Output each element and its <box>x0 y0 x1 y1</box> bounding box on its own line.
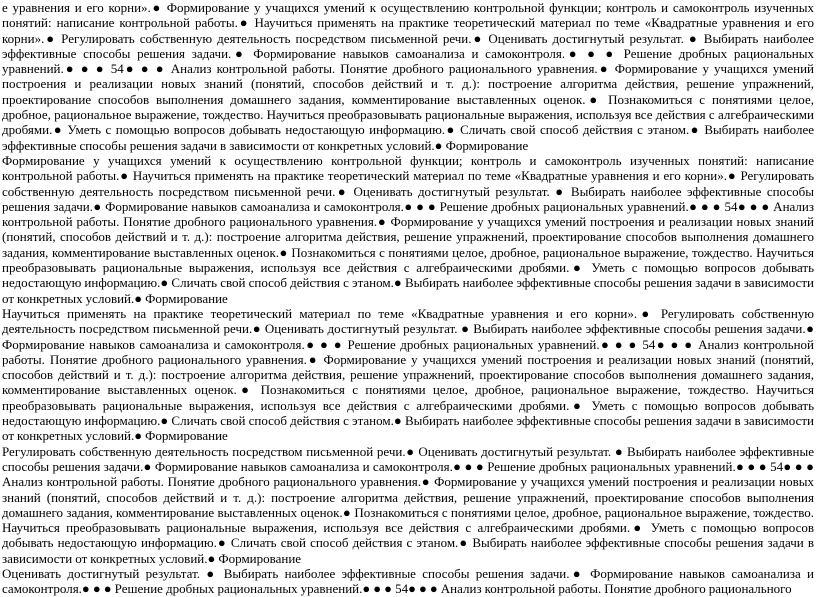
paragraph-3: Научиться применять на практике теоретический материал по теме «Квадратные уравнения и его корни».● Регулировать собственную деятельность посредством письменной речи.● Оценивать достигнутый результат. ● Выбирать наиболее эффективные способы решения задачи.● Формирование навыков самоанализа и самоконтроля.● ● ● Решение дробных рациональных уравнений.● ● ● 54● ● ● Анализ контрольной работы. Понятие дробного рационального уравнения.● Формирование у учащихся умений построения и реализации новых знаний (понятий, способов действий и т. д.): построение алгоритма действия, решение упражнений, проектирование способов выполнения домашнего задания, комментирование выставленных оценок.● Познакомиться с понятиями целое, дробное, рациональное выражение, тождество. Научиться преобразовывать рациональные выражения, используя все действия с алгебраическими дробями.● Уметь с помощью вопросов добывать недостающую информацию.● Сличать свой способ действия с этаном.● Выбирать наиболее эффективные способы решения задачи в зависимости от конкретных условий.● Формирование <box>2 305 814 444</box>
paragraph-5: Оценивать достигнутый результат. ● Выбирать наиболее эффективные способы решения задачи.● Формирование навыков самоанализа и самоконтроля.● ● ● Решение дробных рациональных уравнений.● ● ● 54● ● ● Анализ контрольной работы. Понятие дробного рационального <box>2 565 814 597</box>
paragraph-2: Формирование у учащихся умений к осуществлению контрольной функции; контроль и самоконтроль изученных понятий: написание контрольной работы.● Научиться применять на практике теоретический материал по теме «Квадратные уравнения и его корни».● Регулировать собственную деятельность посредством письменной речи.● Оценивать достигнутый результат. ● Выбирать наиболее эффективные способы решения задачи.● Формирование навыков самоанализа и самоконтроля.● ● ● Решение дробных рациональных уравнений.● ● ● 54● ● ● Анализ контрольной работы. Понятие дробного рационального уравнения.● Формирование у учащихся умений построения и реализации новых знаний (понятий, способов действий и т. д.): построение алгоритма действия, решение упражнений, проектирование способов выполнения домашнего задания, комментирование выставленных оценок.● Познакомиться с понятиями целое, дробное, рациональное выражение, тождество. Научиться преобразовывать рациональные выражения, используя все действия с алгебраическими дробями.● Уметь с помощью вопросов добывать недостающую информацию.● Сличать свой способ действия с этаном.● Выбирать наиболее эффективные способы решения задачи в зависимости от конкретных условий.● Формирование <box>2 152 814 306</box>
paragraph-1: е уравнения и его корни».● Формирование у учащихся умений к осуществлению контрольной функции; контроль и самоконтроль изученных понятий: написание контрольной работы.● Научиться применять на практике теоретический материал по теме «Квадратные уравнения и его корни».● Регулировать собственную деятельность посредством письменной речи.● Оценивать достигнутый результат. ● Выбирать наиболее эффективные способы решения задачи.● Формирование навыков самоанализа и самоконтроля.● ● ● Решение дробных рациональных уравнений.● ● ● 54● ● ● Анализ контрольной работы. Понятие дробного рационального уравнения.● Формирование у учащихся умений построения и реализации новых знаний (понятий, способов действий и т. д.): построение алгоритма действия, решение упражнений, проектирование способов выполнения домашнего задания, комментирование выставленных оценок.● Познакомиться с понятиями целое, дробное, рациональное выражение, тождество. Научиться преобразовывать рациональные выражения, используя все действия с алгебраическими дробями.● Уметь с помощью вопросов добывать недостающую информацию.● Сличать свой способ действия с этаном.● Выбирать наиболее эффективные способы решения задачи в зависимости от конкретных условий.● Формирование <box>2 0 814 153</box>
paragraph-4: Регулировать собственную деятельность посредством письменной речи.● Оценивать достигнутый результат. ● Выбирать наиболее эффективные способы решения задачи.● Формирование навыков самоанализа и самоконтроля.● ● ● Решение дробных рациональных уравнений.● ● ● 54● ● ● Анализ контрольной работы. Понятие дробного рационального уравнения.● Формирование у учащихся умений построения и реализации новых знаний (понятий, способов действий и т. д.): построение алгоритма действия, решение упражнений, проектирование способов выполнения домашнего задания, комментирование выставленных оценок.● Познакомиться с понятиями целое, дробное, рациональное выражение, тождество. Научиться преобразовывать рациональные выражения, используя все действия с алгебраическими дробями.● Уметь с помощью вопросов добывать недостающую информацию.● Сличать свой способ действия с этаном.● Выбирать наиболее эффективные способы решения задачи в зависимости от конкретных условий.● Формирование <box>2 443 814 566</box>
